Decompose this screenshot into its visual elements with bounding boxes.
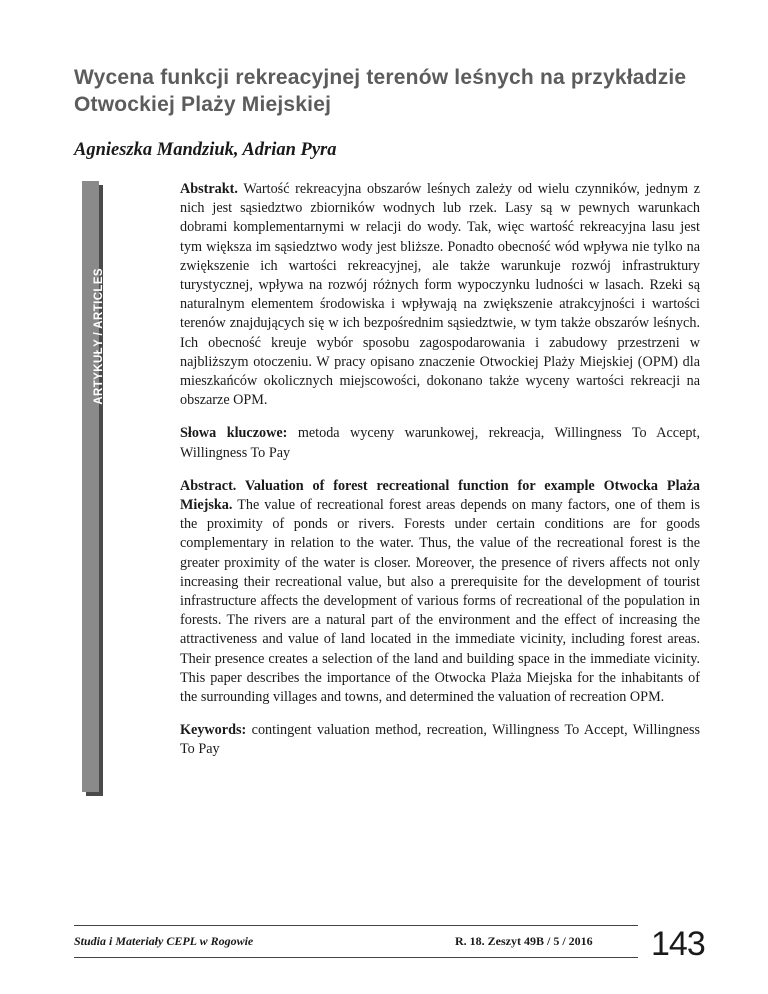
article-body bbox=[180, 180, 700, 774]
abstract-pl bbox=[180, 180, 700, 410]
section-label: ARTYKUŁY / ARTICLES bbox=[92, 268, 105, 405]
section-tab-label-box bbox=[82, 181, 105, 405]
keywords-en bbox=[180, 721, 700, 759]
footer-rule-bottom bbox=[74, 957, 638, 958]
footer-rule-top bbox=[74, 925, 638, 926]
abstract-pl-label: Abstrakt. bbox=[180, 181, 238, 197]
footer-journal: Studia i Materiały CEPL w Rogowie bbox=[74, 934, 254, 948]
abstract-en-text: The value of recreational forest areas depends on many factors, one of them is the proximity of ponds or rivers. Forests under certain conditions are for goods complementary in relation to the water. Thus, the value of the recreational forest is the greater proximity of the water is closer. Moreover, the presence of rivers affects not only increasing their recreational value, but also a prerequisite for the development of tourist infrastructure affects the development of various forms of recreational of the population in forests. The rivers are a natural part of the environment and the effect of increasing the attractiveness and value of land located in the immediate vicinity, including forest areas. Their presence creates a selection of the land and building space in the immediate vicinity. This paper describes the importance of the Otwocka Plaża Miejska for the inhabitants of the surrounding villages and towns, and determined the valuation of recreation OPM. bbox=[180, 497, 701, 706]
keywords-pl-text: metoda wyceny warunkowej, rekreacja, Willingness To Accept, Willingness To Pay bbox=[180, 425, 700, 461]
article-authors: Agnieszka Mandziuk, Adrian Pyra bbox=[74, 140, 337, 160]
page-number: 143 bbox=[651, 925, 705, 963]
abstract-en bbox=[180, 477, 700, 707]
footer-issue: R. 18. Zeszyt 49B / 5 / 2016 bbox=[455, 934, 593, 948]
keywords-en-label: Keywords: bbox=[180, 722, 247, 739]
article-title: Wycena funkcji rekreacyjnej terenów leśnych na przykładzie Otwockiej Plaży Miejskiej bbox=[74, 66, 687, 116]
keywords-pl bbox=[180, 424, 700, 462]
abstract-pl-text: Wartość rekreacyjna obszarów leśnych zależy od wielu czynników, jednym z nich jest sąsiedztwo zbiorników wodnych lub rzek. Lasy są w pewnych warunkach dobrami komplementarnymi w relacji do wody. Tak, więc wartość rekreacyjna lasu jest tym większa im sąsiedztwo wody jest bliższe. Ponadto obecność wód wpływa nie tylko na zwiększenie ich wartości rekreacyjnej, ale także warunkuje rozwój infrastruktury turystycznej, wpływa na rozwój różnych form wypoczynku ludności w lasach. Rzeki są naturalnym elementem środowiska i wpływają na zwiększenie atrakcyjności i wartości terenów znajdujących się w ich bezpośrednim sąsiedztwie, w tym także obszarów leśnych. Ich obecność kreuje wybór sposobu zagospodarowania i zabudowy przestrzeni w najbliższym otoczeniu. W pracy opisano znaczenie Otwockiej Plaży Miejskiej (OPM) dla mieszkańców okolicznych miejscowości, dokonano także wyceny wartości rekreacji na obszarze OPM. bbox=[180, 181, 701, 409]
keywords-pl-label: Słowa kluczowe: bbox=[180, 425, 288, 442]
abstract-en-label: Abstract. Valuation of forest recreational function for example Otwocka Plaża Miejska. bbox=[180, 477, 700, 514]
keywords-en-text: contingent valuation method, recreation, Willingness To Accept, Willingness To Pay bbox=[180, 722, 701, 758]
